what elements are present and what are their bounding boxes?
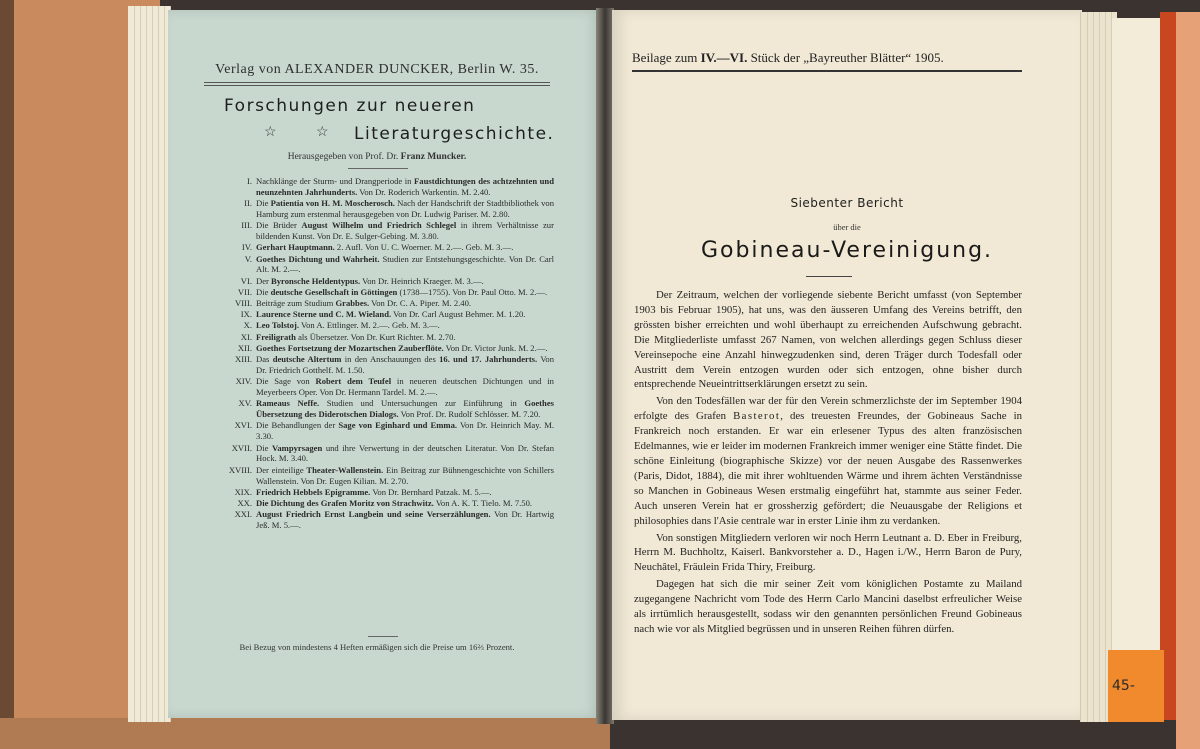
publication-text: Die Dichtung des Grafen Moritz von Strachwitz. Von A. K. T. Tielo. M. 7.50. <box>256 497 533 508</box>
header-rest: Stück der „Bayreuther Blätter“ 1905. <box>750 50 944 65</box>
publication-item <box>228 354 554 376</box>
report-subtitle-2: über die <box>833 222 861 232</box>
publication-item <box>228 298 554 309</box>
publication-text: Rameaus Neffe. Studien und Untersuchungen zur Einführung in Goethes Übersetzung des Diderotschen Dialogs. Von Prof. Dr. Rudolf Schlösser. M. 7.20. <box>256 398 554 420</box>
stars-ornament: ☆ ☆ <box>264 125 347 140</box>
publication-number: XVII. <box>231 442 252 453</box>
publication-number: I. <box>246 176 252 186</box>
paragraph-3: Von sonstigen Mitgliedern verloren wir noch Herrn Leutnant a. D. Eber in Freiburg, Herrn M. Buchholtz, Kaiserl. Bankvorsteher a. D., Hagen i./W., Herrn Baron de Pury, Neuchâtel, Fräulein Frida Thiry, Freiburg. <box>634 531 1022 574</box>
publication-number: X. <box>243 320 252 331</box>
publication-number: XII. <box>237 342 252 353</box>
report-title: Gobineau-Vereinigung. <box>700 238 994 263</box>
publication-text: Nachklänge der Sturm- und Drangperiode in Faustdichtungen des achtzehnten und neunzehnten Jahrhunderts. Von Dr. Roderich Warkentin. M. 2.40. <box>256 176 554 197</box>
publication-text: Der Byronsche Heldentypus. Von Dr. Heinrich Kraeger. M. 3.—. <box>256 275 484 286</box>
left-page <box>168 10 600 718</box>
publication-number: VIII. <box>235 298 252 309</box>
paragraph-1: Der Zeitraum, welchen der vorliegende siebente Bericht umfasst (von September 1903 bis Februar 1905), hat uns, was den äusseren Umfang des Vereins betrifft, den grössten bisher erreichten und wohl überhaupt zu erreichenden Aufschwung gebracht. Die Mitgliederliste umfasst 267 Namen, von welchen allerdings gegen Schluss dieser Vereinsepoche eine Anzahl hinwegzudenken sind, deren Träger durch Todesfall oder Austritt dem Verein entzogen wurden oder sich entzogen, ohne bisher durch entsprechende Neueintrittserklärungen ersetzt zu sein. <box>634 289 1022 391</box>
tag-text: 45- <box>1112 678 1135 694</box>
paragraph-2-start: Von den Todesfällen war der für den Verein schmerzlichste der im September 1904 erfolgte des Grafen <box>634 395 1022 423</box>
publication-item <box>228 509 554 531</box>
publication-item <box>228 376 554 398</box>
publication-number: VI. <box>240 275 252 286</box>
publication-number: II. <box>244 198 252 209</box>
publication-number: XV. <box>238 398 252 409</box>
header-rule <box>204 82 550 83</box>
publication-item <box>228 287 554 298</box>
publication-text: Das deutsche Altertum in den Anschauungen des 16. und 17. Jahrhunderts. Von Dr. Friedrich Gotthelf. M. 1.50. <box>256 354 555 375</box>
publication-text: Die Behandlungen der Sage von Eginhard und Emma. Von Dr. Heinrich May. M. 3.30. <box>256 420 555 442</box>
publication-number: V. <box>244 253 252 264</box>
series-title-line1: Forschungen zur neueren <box>224 96 476 116</box>
publication-number: XI. <box>240 331 252 342</box>
publication-number: IX. <box>240 309 252 320</box>
publication-item <box>228 309 554 320</box>
publication-number: VII. <box>237 286 252 297</box>
publication-item <box>228 320 554 331</box>
header-rule-2 <box>204 85 550 86</box>
header-prefix: Beilage zum <box>632 50 698 65</box>
editor-line <box>204 152 550 162</box>
publication-item <box>228 276 554 287</box>
publication-text: Gerhart Hauptmann. 2. Aufl. Von U. C. Woerner. M. 2.—. Geb. M. 3.—. <box>256 242 514 253</box>
publication-item <box>228 332 554 343</box>
publication-item <box>228 420 554 442</box>
publication-text: Die deutsche Gesellschaft in Göttingen (1738—1755). Von Dr. Paul Otto. M. 2.—. <box>256 286 548 297</box>
footnote-divider <box>368 636 398 637</box>
adjacent-document <box>1112 18 1162 718</box>
publication-item <box>228 443 554 465</box>
editor-name: Franz Muncker. <box>400 152 467 162</box>
publication-number: XVIII. <box>228 464 252 475</box>
paragraph-4: Dagegen hat sich die mir seiner Zeit vom königlichen Postamte zu Mailand zugegangene Nachricht vom Tode des Herrn Carlo Mancini daselbst erfreulicher Weise als irrtümlich herausgestellt, sodass wir den genannten persönlichen Freund Gobineaus nach wie vor als Mitglied begrüssen und in unseren Reihen führen dürfen. <box>634 578 1022 635</box>
publication-list <box>228 176 554 531</box>
paragraph-2-end: , des treuesten Freundes, der Gobineaus Sache in Frankreich noch erstanden. Er war ein erlesener Typus des alten französischen Edelmannes, wie er leider im modernen Frankreich immer weniger eine Stätte findet. Die schöne Einleitung (biographische Skizze) vor der neuen Ausgabe des Rassenwerkes (Paris, Didot, 1884), die mit ihrer wohltuenden Wärme und ihrem ächten Verständnisse so Manchen in Gobineaus Wesen erstmalig eingeführt hat, stammte aus seiner Feder. Auch unseren Verein hat er grossherzig gefördert; die Neuausgabe der Religions et philosophies dans l'Asie centrale war in erster Linie ihm zu verdanken. <box>634 410 1022 527</box>
book-spine-edge <box>0 0 14 749</box>
publication-item <box>228 398 554 420</box>
page-stack-left <box>128 6 171 722</box>
divider <box>348 168 408 169</box>
name-basterot: Basterot <box>733 410 781 423</box>
publication-number: XX. <box>237 497 252 508</box>
series-title-line2: Literaturgeschichte. <box>354 124 555 144</box>
report-body <box>634 288 1022 639</box>
publication-number: III. <box>241 220 252 231</box>
book-cover-right <box>1176 12 1200 749</box>
publication-item <box>228 465 554 487</box>
publication-item <box>228 198 554 220</box>
title-rule <box>806 276 852 277</box>
publication-number: XIV. <box>235 376 252 387</box>
publication-text: Der einteilige Theater-Wallenstein. Ein Beitrag zur Bühnengeschichte von Schillers Wallenstein. Von Dr. Eugen Kilian. M. 2.70. <box>256 464 554 486</box>
publication-text: Die Vampyrsagen und ihre Verwertung in der deutschen Literatur. Von Dr. Stefan Hock. M. 3.40. <box>256 442 554 464</box>
publication-item <box>228 254 554 276</box>
publication-text: Die Patientia von H. M. Moscherosch. Nach der Handschrift der Stadtbibliothek von Hamburg zum erstenmal herausgegeben von Dr. Ludwig Pariser. M. 2.80. <box>256 198 555 220</box>
publication-text: Die Sage von Robert dem Teufel in neueren deutschen Dichtungen und in Meyerbeers Oper. Von Dr. Hermann Tardel. M. 2.—. <box>256 376 554 398</box>
publication-item <box>228 487 554 498</box>
publication-number: XXI. <box>234 509 252 520</box>
publication-text: Freiligrath als Übersetzer. Von Dr. Kurt Richter. M. 2.70. <box>256 331 456 342</box>
orange-tag <box>1108 650 1164 722</box>
publication-item <box>228 498 554 509</box>
publication-item <box>228 242 554 253</box>
publication-text: Beiträge zum Studium Grabbes. Von Dr. C. A. Piper. M. 2.40. <box>256 298 472 309</box>
paragraph-2 <box>634 394 1022 528</box>
publication-text: August Friedrich Ernst Langbein und seine Verserzählungen. Von Dr. Hartwig Jeß. M. 5.—. <box>256 509 554 531</box>
publication-number: XIII. <box>235 354 252 365</box>
publication-item <box>228 343 554 354</box>
publication-number: XVI. <box>234 420 252 431</box>
publication-text: Goethes Dichtung und Wahrheit. Studien zur Entstehungsgeschichte. Von Dr. Carl Alt. M. 2.—. <box>256 253 554 275</box>
running-header <box>632 50 1022 66</box>
publication-item <box>228 176 554 198</box>
publication-text: Leo Tolstoj. Von A. Ettlinger. M. 2.—. Geb. M. 3.—. <box>256 320 440 331</box>
header-issue: IV.—VI. <box>700 50 748 65</box>
publication-text: Laurence Sterne und C. M. Wieland. Von Dr. Carl August Behmer. M. 1.20. <box>256 309 526 320</box>
price-footnote: Bei Bezug von mindestens 4 Heften ermäßigen sich die Preise um 16⅔ Prozent. <box>239 642 515 652</box>
right-page <box>612 10 1082 720</box>
publication-number: IV. <box>241 242 252 253</box>
publication-number: XIX. <box>234 486 252 497</box>
publication-item <box>228 220 554 242</box>
header-rule <box>632 70 1022 72</box>
editor-prefix: Herausgegeben von Prof. Dr. <box>287 152 399 162</box>
publication-text: Friedrich Hebbels Epigramme. Von Dr. Bernhard Patzak. M. 5.—. <box>256 486 492 497</box>
report-subtitle: Siebenter Bericht <box>790 196 904 210</box>
publication-text: Die Brüder August Wilhelm und Friedrich Schlegel in ihrem Verhältnisse zur bildenden Kunst. Von Dr. E. Sulger-Gebing. M. 3.80. <box>256 220 554 242</box>
publication-text: Goethes Fortsetzung der Mozartschen Zauberflöte. Von Dr. Victor Junk. M. 2.—. <box>256 342 548 353</box>
book-cover-bottom <box>0 718 610 749</box>
publisher-line: Verlag von ALEXANDER DUNCKER, Berlin W. 35. <box>215 62 539 77</box>
